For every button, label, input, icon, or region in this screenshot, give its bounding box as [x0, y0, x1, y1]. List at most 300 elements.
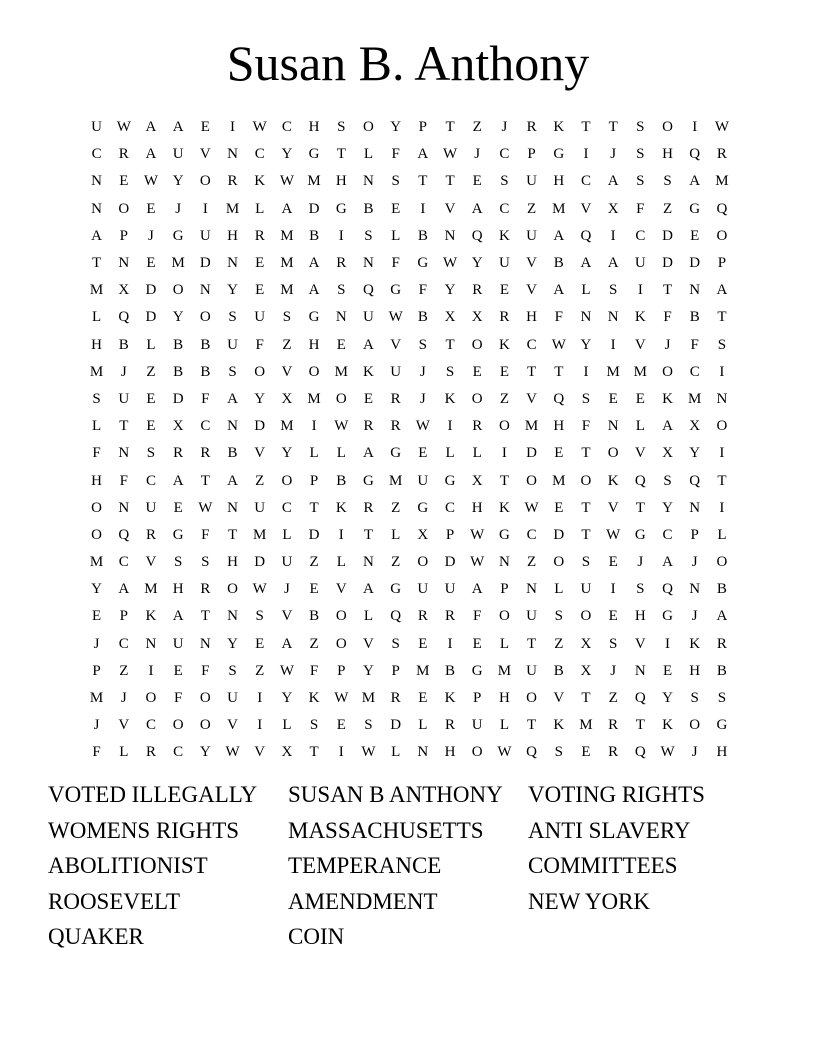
grid-letter: V	[254, 744, 266, 761]
grid-letter: N	[526, 581, 538, 598]
grid-letter: O	[335, 608, 347, 625]
grid-letter: F	[418, 282, 428, 299]
grid-letter: H	[716, 744, 728, 761]
grid-letter: F	[201, 526, 210, 543]
grid-letter: P	[445, 526, 455, 543]
grid-letter: O	[526, 472, 538, 489]
grid-letter: I	[202, 200, 208, 217]
grid-letter: A	[227, 472, 238, 489]
grid-letter: W	[198, 499, 213, 516]
grid-letter: Q	[580, 227, 592, 244]
grid-letter: D	[662, 255, 673, 272]
grid-letter: V	[118, 717, 130, 734]
grid-letter: T	[717, 472, 727, 489]
grid-letter: E	[472, 635, 482, 652]
grid-letter: W	[252, 119, 267, 136]
grid-letter: A	[363, 445, 374, 462]
grid-letter: G	[308, 146, 320, 163]
grid-letter: A	[308, 282, 320, 299]
word-list-item: MASSACHUSETTS	[288, 817, 484, 843]
grid-letter: A	[281, 200, 293, 217]
grid-letter: K	[662, 390, 673, 407]
grid-letter: M	[307, 173, 321, 190]
grid-letter: O	[689, 717, 701, 734]
grid-letter: O	[199, 173, 211, 190]
grid-letter: C	[91, 146, 102, 163]
grid-letter: F	[119, 472, 128, 489]
grid-letter: H	[526, 309, 538, 326]
grid-letter: O	[308, 363, 320, 380]
grid-letter: M	[280, 255, 294, 272]
grid-letter: L	[499, 717, 509, 734]
grid-letter: R	[417, 608, 428, 625]
grid-letter: T	[554, 363, 564, 380]
grid-letter: W	[225, 744, 240, 761]
grid-letter: N	[118, 499, 130, 516]
grid-letter: L	[92, 309, 102, 326]
grid-letter: B	[309, 608, 320, 625]
grid-letter: T	[581, 499, 591, 516]
grid-letter: S	[690, 690, 699, 707]
grid-letter: I	[257, 717, 263, 734]
grid-letter: G	[716, 717, 728, 734]
grid-letter: D	[254, 554, 266, 571]
grid-letter: G	[689, 200, 701, 217]
grid-letter: S	[337, 282, 346, 299]
grid-letter: P	[717, 255, 727, 272]
grid-letter: D	[444, 554, 456, 571]
letter-grid	[83, 114, 736, 767]
grid-letter: E	[173, 499, 183, 516]
grid-letter: T	[581, 690, 591, 707]
grid-letter: Y	[444, 282, 456, 299]
grid-letter: A	[580, 255, 592, 272]
grid-letter: N	[634, 662, 646, 679]
grid-row	[83, 250, 736, 277]
grid-letter: W	[470, 554, 485, 571]
grid-letter: Y	[390, 119, 402, 136]
grid-letter: Z	[146, 363, 156, 380]
grid-letter: U	[227, 690, 238, 707]
grid-letter: K	[498, 227, 510, 244]
grid-letter: N	[199, 635, 211, 652]
grid-letter: O	[580, 608, 592, 625]
word-list	[48, 780, 768, 958]
grid-letter: O	[498, 418, 510, 435]
grid-letter: O	[716, 227, 728, 244]
grid-letter: O	[580, 472, 592, 489]
grid-letter: W	[388, 309, 403, 326]
grid-letter: R	[200, 581, 211, 598]
grid-letter: H	[471, 499, 483, 516]
grid-letter: J	[610, 662, 617, 679]
grid-letter: W	[334, 418, 349, 435]
grid-letter: T	[309, 744, 319, 761]
grid-letter: E	[690, 227, 700, 244]
grid-letter: R	[363, 418, 374, 435]
grid-letter: P	[119, 608, 128, 625]
grid-letter: F	[391, 255, 400, 272]
grid-letter: Q	[526, 744, 538, 761]
grid-letter: O	[254, 363, 266, 380]
grid-letter: S	[608, 635, 618, 652]
grid-letter: E	[499, 363, 509, 380]
grid-letter: Q	[662, 581, 673, 598]
grid-letter: A	[281, 635, 293, 652]
grid-letter: F	[201, 390, 210, 407]
grid-letter: W	[442, 255, 458, 272]
grid-letter: G	[390, 445, 402, 462]
grid-letter: B	[716, 662, 727, 679]
grid-letter: M	[606, 363, 620, 380]
grid-row	[83, 386, 736, 413]
grid-letter: A	[417, 146, 429, 163]
grid-letter: B	[417, 227, 428, 244]
grid-letter: J	[691, 608, 698, 625]
grid-letter: M	[280, 282, 294, 299]
grid-letter: N	[417, 744, 429, 761]
grid-letter: C	[526, 526, 537, 543]
grid-letter: U	[172, 146, 184, 163]
grid-letter: Q	[363, 282, 374, 299]
grid-letter: W	[143, 173, 159, 190]
grid-letter: A	[145, 146, 157, 163]
grid-letter: K	[335, 499, 347, 516]
grid-row	[83, 658, 736, 685]
grid-row	[83, 168, 736, 195]
grid-letter: M	[307, 390, 321, 407]
grid-letter: A	[118, 581, 130, 598]
grid-letter: H	[335, 173, 347, 190]
grid-letter: G	[363, 472, 374, 489]
grid-letter: O	[417, 554, 429, 571]
grid-letter: S	[309, 717, 319, 734]
grid-row	[83, 522, 736, 549]
grid-letter: I	[665, 635, 671, 652]
grid-letter: A	[607, 255, 619, 272]
grid-letter: L	[146, 336, 156, 353]
grid-letter: K	[634, 309, 646, 326]
grid-letter: N	[363, 255, 374, 272]
grid-letter: O	[716, 554, 728, 571]
grid-letter: I	[637, 282, 643, 299]
grid-row	[83, 277, 736, 304]
grid-letter: J	[175, 200, 182, 217]
grid-letter: U	[444, 581, 456, 598]
grid-letter: I	[257, 690, 263, 707]
grid-letter: I	[610, 227, 616, 244]
grid-letter: R	[390, 390, 401, 407]
grid-letter: Q	[634, 744, 646, 761]
grid-letter: E	[635, 390, 645, 407]
grid-letter: M	[633, 363, 648, 380]
grid-letter: M	[552, 472, 566, 489]
grid-letter: N	[444, 227, 456, 244]
grid-letter: I	[719, 499, 725, 516]
grid-letter: Y	[580, 336, 592, 353]
grid-letter: Y	[471, 255, 483, 272]
grid-letter: O	[172, 282, 184, 299]
grid-letter: B	[445, 662, 456, 679]
grid-letter: K	[662, 717, 673, 734]
grid-letter: Z	[554, 635, 564, 652]
grid-letter: O	[716, 418, 728, 435]
grid-letter: K	[444, 690, 456, 707]
grid-letter: W	[470, 526, 485, 543]
grid-letter: E	[581, 744, 591, 761]
grid-letter: N	[227, 255, 238, 272]
grid-letter: L	[309, 445, 319, 462]
grid-letter: O	[145, 690, 157, 707]
grid-letter: Z	[527, 200, 537, 217]
grid-row	[83, 413, 736, 440]
grid-letter: U	[471, 717, 483, 734]
grid-letter: W	[415, 418, 430, 435]
grid-letter: V	[607, 499, 619, 516]
grid-letter: S	[418, 336, 428, 353]
grid-letter: W	[714, 119, 729, 136]
grid-letter: T	[581, 526, 591, 543]
grid-letter: Z	[391, 554, 401, 571]
grid-letter: U	[118, 390, 130, 407]
grid-letter: T	[527, 717, 537, 734]
grid-letter: S	[228, 309, 237, 326]
grid-letter: N	[580, 309, 592, 326]
grid-letter: C	[145, 472, 156, 489]
grid-letter: I	[692, 119, 698, 136]
grid-row	[83, 114, 736, 141]
grid-letter: P	[690, 526, 699, 543]
grid-letter: R	[716, 146, 727, 163]
grid-letter: U	[526, 608, 538, 625]
grid-letter: T	[92, 255, 102, 272]
grid-letter: S	[282, 309, 292, 326]
grid-letter: S	[663, 173, 672, 190]
grid-letter: O	[498, 608, 510, 625]
grid-letter: G	[390, 282, 402, 299]
grid-letter: T	[200, 608, 210, 625]
grid-letter: U	[254, 499, 266, 516]
grid-letter: C	[281, 119, 292, 136]
grid-letter: R	[336, 255, 347, 272]
grid-letter: O	[662, 119, 673, 136]
grid-letter: Y	[227, 282, 238, 299]
grid-letter: T	[418, 173, 428, 190]
grid-letter: V	[254, 445, 266, 462]
grid-letter: Z	[309, 554, 319, 571]
grid-letter: G	[662, 608, 673, 625]
grid-letter: T	[119, 418, 129, 435]
grid-letter: M	[253, 526, 267, 543]
word-list-item: ROOSEVELT	[48, 888, 181, 914]
grid-letter: B	[553, 662, 564, 679]
grid-letter: V	[390, 336, 402, 353]
grid-letter: P	[527, 146, 536, 163]
grid-row	[83, 440, 736, 467]
word-list-item: COMMITTEES	[528, 853, 678, 878]
grid-letter: E	[146, 255, 156, 272]
grid-letter: I	[338, 744, 344, 761]
grid-letter: L	[119, 744, 129, 761]
grid-letter: V	[634, 445, 646, 462]
grid-letter: F	[201, 662, 210, 679]
grid-letter: Z	[119, 662, 129, 679]
grid-letter: H	[308, 119, 320, 136]
grid-letter: E	[119, 173, 129, 190]
grid-letter: Y	[172, 309, 184, 326]
grid-letter: M	[225, 200, 240, 217]
grid-letter: S	[255, 608, 264, 625]
grid-letter: X	[172, 418, 184, 435]
grid-letter: U	[227, 336, 238, 353]
grid-letter: X	[417, 526, 429, 543]
grid-letter: H	[498, 690, 510, 707]
grid-letter: D	[172, 390, 184, 407]
grid-letter: O	[553, 554, 565, 571]
grid-letter: P	[500, 581, 509, 598]
grid-letter: F	[663, 309, 672, 326]
grid-letter: P	[92, 662, 101, 679]
grid-letter: S	[636, 581, 645, 598]
grid-letter: Y	[363, 662, 374, 679]
grid-letter: O	[335, 635, 347, 652]
grid-letter: E	[146, 418, 156, 435]
grid-letter: E	[336, 336, 346, 353]
grid-letter: F	[92, 744, 101, 761]
grid-letter: Q	[689, 472, 701, 489]
grid-letter: K	[498, 336, 510, 353]
grid-letter: H	[172, 581, 184, 598]
grid-letter: N	[199, 282, 211, 299]
grid-letter: D	[662, 227, 673, 244]
grid-letter: K	[498, 499, 510, 516]
grid-letter: V	[634, 336, 646, 353]
grid-row	[83, 196, 736, 223]
grid-letter: L	[472, 445, 482, 462]
grid-letter: R	[472, 282, 483, 299]
grid-row	[83, 739, 736, 766]
grid-letter: J	[691, 554, 698, 571]
grid-letter: B	[417, 309, 428, 326]
grid-letter: T	[227, 526, 238, 543]
grid-letter: U	[91, 119, 103, 136]
page-title: Susan B. Anthony	[226, 35, 590, 91]
grid-letter: U	[580, 581, 592, 598]
grid-letter: F	[473, 608, 482, 625]
grid-letter: O	[118, 200, 130, 217]
grid-letter: A	[716, 608, 728, 625]
grid-letter: R	[445, 717, 456, 734]
grid-letter: S	[173, 554, 183, 571]
grid-letter: V	[335, 581, 347, 598]
grid-letter: C	[580, 173, 591, 190]
grid-letter: F	[309, 662, 319, 679]
grid-letter: A	[172, 472, 184, 489]
grid-letter: L	[635, 418, 645, 435]
grid-letter: G	[335, 200, 347, 217]
grid-letter: H	[662, 146, 673, 163]
grid-letter: M	[688, 390, 702, 407]
grid-letter: I	[719, 363, 725, 380]
grid-letter: E	[472, 173, 482, 190]
grid-letter: S	[581, 554, 591, 571]
grid-letter: D	[689, 255, 701, 272]
grid-letter: U	[172, 635, 184, 652]
grid-letter: C	[145, 717, 156, 734]
grid-letter: N	[335, 309, 347, 326]
grid-letter: N	[118, 255, 130, 272]
grid-letter: Y	[662, 499, 673, 516]
grid-letter: H	[444, 744, 456, 761]
grid-letter: K	[444, 390, 456, 407]
grid-letter: T	[662, 282, 673, 299]
grid-letter: Q	[390, 608, 402, 625]
grid-letter: L	[92, 418, 102, 435]
grid-letter: L	[554, 581, 564, 598]
grid-letter: E	[554, 445, 564, 462]
grid-letter: R	[227, 173, 238, 190]
grid-letter: G	[471, 662, 483, 679]
grid-letter: M	[171, 255, 185, 272]
grid-letter: M	[89, 690, 104, 707]
grid-letter: K	[145, 608, 157, 625]
grid-letter: N	[498, 554, 510, 571]
grid-letter: C	[254, 146, 265, 163]
grid-letter: P	[337, 662, 346, 679]
grid-row	[83, 495, 736, 522]
grid-letter: V	[526, 255, 538, 272]
grid-letter: X	[444, 309, 456, 326]
grid-letter: W	[442, 146, 458, 163]
grid-letter: V	[526, 282, 538, 299]
grid-letter: M	[89, 282, 104, 299]
grid-letter: J	[120, 690, 127, 707]
grid-letter: L	[581, 282, 591, 299]
grid-letter: N	[145, 635, 157, 652]
grid-letter: Z	[662, 200, 673, 217]
grid-letter: W	[252, 581, 267, 598]
grid-letter: S	[636, 119, 645, 136]
grid-letter: E	[608, 554, 618, 571]
grid-letter: E	[472, 363, 482, 380]
grid-letter: M	[144, 581, 158, 598]
grid-letter: B	[336, 472, 347, 489]
grid-letter: H	[634, 608, 646, 625]
grid-letter: J	[610, 146, 617, 163]
grid-row	[83, 141, 736, 168]
grid-letter: C	[635, 227, 646, 244]
grid-letter: Z	[255, 472, 265, 489]
grid-letter: B	[553, 255, 564, 272]
grid-letter: Y	[254, 390, 266, 407]
grid-letter: I	[610, 581, 616, 598]
grid-letter: I	[447, 418, 453, 435]
grid-letter: M	[334, 363, 348, 380]
grid-letter: A	[227, 390, 238, 407]
grid-letter: P	[119, 227, 128, 244]
grid-letter: I	[583, 146, 589, 163]
grid-letter: A	[308, 255, 320, 272]
grid-row	[83, 685, 736, 712]
grid-letter: E	[662, 662, 673, 679]
grid-letter: U	[281, 554, 293, 571]
grid-letter: S	[554, 744, 563, 761]
grid-letter: C	[281, 499, 292, 516]
grid-letter: G	[172, 526, 184, 543]
grid-letter: Q	[553, 390, 565, 407]
grid-letter: D	[526, 445, 538, 462]
grid-letter: F	[255, 336, 264, 353]
